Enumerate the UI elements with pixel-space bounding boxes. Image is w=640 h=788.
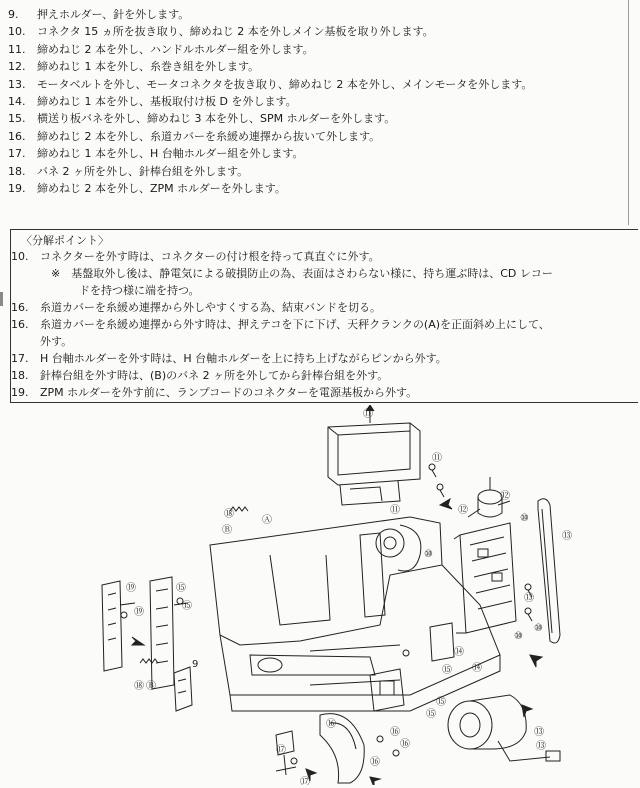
- note-number: 16.: [11, 318, 29, 331]
- note-10-caution: ※ 基盤取外し後は、静電気による破損防止の為、表面はさわらない様に、持ち運ぶ時は、CD レコー: [51, 267, 553, 280]
- callout-16-cover: ⑯: [326, 719, 336, 730]
- note-text: ZPM ホルダーを外す前に、ランプコードのコネクターを電源基板から外す。: [40, 386, 418, 399]
- handle-holder: [328, 405, 420, 505]
- callout-17: ⑰: [300, 777, 310, 785]
- callout-14-plate: ⑭: [454, 647, 464, 658]
- step-9: [8, 6, 626, 23]
- note-number: 16.: [11, 301, 29, 314]
- step-number: 15.: [8, 112, 26, 126]
- step-13: [8, 76, 626, 93]
- step-number: 14.: [8, 94, 26, 108]
- note-10-caution-cont: ドを持つ様に端を持つ。: [79, 284, 200, 297]
- callout-13-connector: ⑬: [536, 741, 546, 752]
- note-16a: [11, 300, 381, 316]
- callout-10-screw: ⑩: [534, 623, 543, 634]
- callout-18-upper: ⑱: [224, 509, 234, 520]
- note-17: [11, 351, 447, 367]
- callout-17-screw: ⑰: [276, 745, 286, 756]
- step-text: バネ 2 ヶ所を外し、針棒台組を外します。: [37, 164, 249, 178]
- step-text: モータベルトを外し、モータコネクタを抜き取り、締めねじ 2 本を外し、メインモータを外します。: [37, 77, 533, 91]
- callout-13-screw: ⑬: [524, 593, 534, 604]
- callout-16-a: ⑯: [390, 727, 400, 738]
- callout-16-b: ⑯: [400, 739, 410, 750]
- step-text: コネクタ 15 ヵ所を抜き取り、締めねじ 2 本を外しメイン基板を取り外します。: [37, 25, 434, 39]
- zpm-holder: [102, 581, 135, 671]
- callout-19-b: ⑲: [134, 607, 144, 618]
- note-text: コネクターを外す時は、コネクターの付け根を持って真直ぐに外す。: [40, 250, 380, 263]
- notes-title: 〈分解ポイント〉: [21, 234, 109, 247]
- callout-12-screw: ⑫: [458, 505, 468, 516]
- callout-11-side: ⑪: [390, 505, 400, 516]
- callout-15-b: ⑮: [436, 697, 446, 708]
- step-number: 10.: [8, 25, 26, 39]
- step-14: [8, 93, 626, 110]
- note-number: 18.: [11, 369, 29, 382]
- step-number: 9.: [8, 8, 19, 21]
- step-number: 11.: [8, 42, 26, 56]
- step-text: 押えホルダー、針を外します。: [37, 8, 190, 21]
- removal-arrows: [132, 499, 542, 785]
- step-text: 締めねじ 1 本を外し、基板取付け板 D を外します。: [37, 94, 297, 108]
- step-number: 17.: [8, 147, 26, 161]
- step-16: [8, 128, 626, 145]
- step-number: 18.: [8, 164, 26, 178]
- note-16b-cont: 外す。: [40, 335, 73, 348]
- callout-10-frame: ⑩: [424, 549, 433, 560]
- callout-19-a: ⑲: [126, 583, 136, 594]
- note-18: [11, 368, 388, 384]
- step-17: [8, 145, 626, 162]
- callout-15-screw: ⑮: [182, 601, 192, 612]
- note-number: 10.: [11, 250, 29, 263]
- note-number: 19.: [11, 386, 29, 399]
- step-text: 締めねじ 2 本を外し、ハンドルホルダー組を外します。: [37, 42, 314, 56]
- note-number: 17.: [11, 352, 29, 365]
- step-11: [8, 41, 626, 58]
- callout-labels: [126, 408, 572, 785]
- margin-mark: [0, 292, 3, 306]
- page-edge-line: [628, 0, 629, 225]
- disassembly-points-box: [10, 229, 638, 403]
- note-text: 糸道カバーを糸緩め連擇から外しやすくする為、結束バンドを切る。: [40, 301, 381, 314]
- step-text: 横送り板バネを外し、締めねじ 3 本を外し、SPM ホルダーを外します。: [37, 112, 396, 126]
- callout-16-c: ⑯: [370, 757, 380, 768]
- step-number: 13.: [8, 77, 26, 91]
- board-mounting-plate-d: [430, 623, 454, 661]
- callout-15-a: ⑮: [442, 665, 452, 676]
- main-frame: [210, 517, 500, 711]
- step-text: 締めねじ 1 本を外し、糸巻き組を外します。: [37, 60, 260, 74]
- callout-18: ⑱: [134, 681, 144, 692]
- callout-12-winder: ⑫: [500, 491, 510, 502]
- note-text: H 台軸ホルダーを外す時は、H 台軸ホルダーを上に持ち上げながらピンから外す。: [40, 352, 447, 365]
- step-18: [8, 163, 626, 180]
- step-number: 16.: [8, 129, 26, 143]
- callout-b-upper: Ⓑ: [222, 525, 232, 536]
- step-19: [8, 180, 626, 197]
- callout-b-lower: Ⓑ: [146, 681, 156, 692]
- step-text: 締めねじ 1 本を外し、H 台軸ホルダー組を外します。: [37, 147, 304, 161]
- note-text: 針棒台組を外す時は、(B)のバネ 2 ヶ所を外してから針棒台組を外す。: [40, 369, 389, 382]
- note-text: 糸道カバーを糸緩め連擇から外す時は、押えテコを下に下げ、天秤クランクの(A)を正面斜め上にして、: [40, 318, 550, 331]
- callout-15-c: ⑮: [426, 709, 436, 720]
- presser-holder: [174, 667, 192, 711]
- disassembly-steps: [8, 6, 626, 197]
- note-19: [11, 385, 417, 401]
- callout-11-top: ⑪: [363, 409, 373, 420]
- callout-11-screw: ⑪: [432, 453, 442, 464]
- callout-13-motor: ⑬: [534, 727, 544, 738]
- step-10: [8, 23, 626, 40]
- step-12: [8, 58, 626, 75]
- callout-9: 9: [192, 659, 199, 670]
- note-10: [11, 249, 380, 265]
- callout-15-holder: ⑮: [176, 583, 186, 594]
- exploded-view-diagram: [80, 405, 590, 785]
- callout-10-arrow: ⑩: [514, 631, 523, 642]
- step-text: 締めねじ 2 本を外し、ZPM ホルダーを外します。: [37, 181, 286, 195]
- motor-belt: [538, 499, 560, 643]
- callout-14-screw: ⑭: [472, 663, 482, 674]
- step-15: [8, 110, 626, 127]
- step-number: 19.: [8, 181, 26, 195]
- step-text: 締めねじ 2 本を外し、糸道カバーを糸緩め連擇から抜いて外します。: [37, 129, 381, 143]
- callout-a: Ⓐ: [262, 515, 272, 526]
- callout-13-belt: ⑬: [562, 531, 572, 542]
- note-16b: [11, 317, 550, 333]
- step-number: 12.: [8, 60, 26, 74]
- callout-10-board: ⑩: [520, 513, 529, 524]
